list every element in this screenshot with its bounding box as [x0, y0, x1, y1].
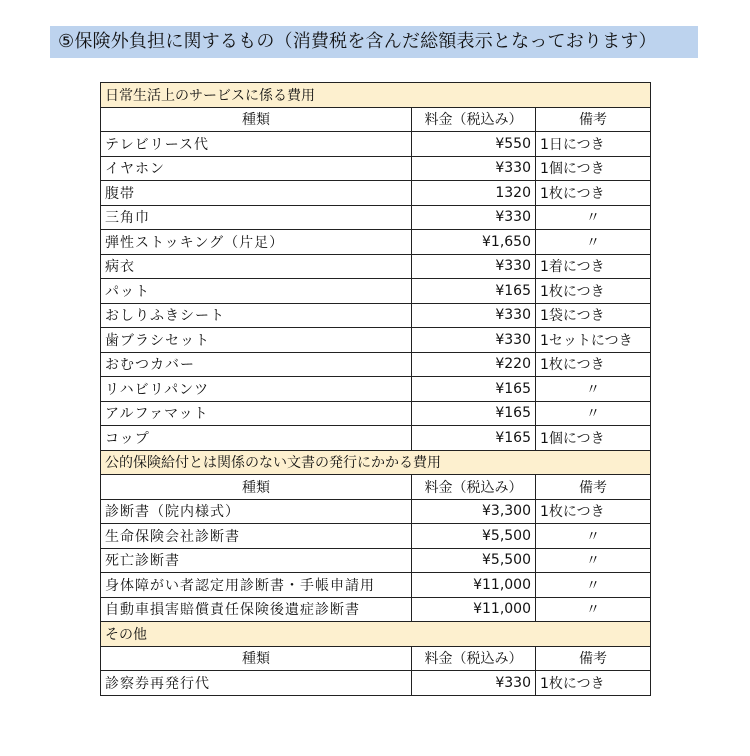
cell-price: 1320 [412, 181, 536, 206]
cell-note: 〃 [536, 205, 651, 230]
cell-name: 三角巾 [101, 205, 412, 230]
section-title: 公的保険給付とは関係のない文書の発行にかかる費用 [101, 450, 651, 475]
table-row [101, 573, 651, 598]
column-header-name: 種類 [101, 107, 412, 132]
cell-note: 〃 [536, 548, 651, 573]
cell-name: 病衣 [101, 254, 412, 279]
cell-note: 〃 [536, 524, 651, 549]
cell-price: ¥330 [412, 156, 536, 181]
cell-name: 生命保険会社診断書 [101, 524, 412, 549]
column-header-name: 種類 [101, 475, 412, 500]
column-header-row [101, 646, 651, 671]
cell-name: おむつカバー [101, 352, 412, 377]
cell-note: 1個につき [536, 156, 651, 181]
column-header-row [101, 475, 651, 500]
cell-name: リハビリパンツ [101, 377, 412, 402]
cell-note: 1セットにつき [536, 328, 651, 353]
table-row [101, 279, 651, 304]
table-row [101, 671, 651, 696]
table-row [101, 377, 651, 402]
cell-price: ¥3,300 [412, 499, 536, 524]
cell-name: 死亡診断書 [101, 548, 412, 573]
cell-price: ¥11,000 [412, 573, 536, 598]
cell-note: 1枚につき [536, 181, 651, 206]
cell-name: パット [101, 279, 412, 304]
fee-table [100, 82, 651, 696]
table-row [101, 352, 651, 377]
cell-note: 〃 [536, 401, 651, 426]
column-header-note: 備考 [536, 646, 651, 671]
cell-name: コップ [101, 426, 412, 451]
cell-name: おしりふきシート [101, 303, 412, 328]
table-row [101, 401, 651, 426]
cell-name: 診察券再発行代 [101, 671, 412, 696]
cell-name: 身体障がい者認定用診断書・手帳申請用 [101, 573, 412, 598]
table-row [101, 597, 651, 622]
cell-note: 1枚につき [536, 352, 651, 377]
cell-price: ¥1,650 [412, 230, 536, 255]
table-row [101, 426, 651, 451]
cell-price: ¥165 [412, 377, 536, 402]
cell-note: 1日につき [536, 132, 651, 157]
cell-note: 1枚につき [536, 279, 651, 304]
cell-price: ¥330 [412, 205, 536, 230]
table-row [101, 254, 651, 279]
table-row [101, 499, 651, 524]
fee-table-body [101, 83, 651, 696]
section-title-row [101, 450, 651, 475]
cell-price: ¥330 [412, 671, 536, 696]
table-row [101, 524, 651, 549]
cell-note: 1個につき [536, 426, 651, 451]
table-row [101, 548, 651, 573]
cell-name: 弾性ストッキング（片足） [101, 230, 412, 255]
column-header-name: 種類 [101, 646, 412, 671]
section-title: その他 [101, 622, 651, 647]
cell-price: ¥330 [412, 254, 536, 279]
cell-note: 1袋につき [536, 303, 651, 328]
cell-name: 自動車損害賠償責任保険後遺症診断書 [101, 597, 412, 622]
column-header-note: 備考 [536, 107, 651, 132]
cell-name: アルファマット [101, 401, 412, 426]
cell-price: ¥165 [412, 426, 536, 451]
cell-price: ¥220 [412, 352, 536, 377]
table-row [101, 205, 651, 230]
cell-note: 〃 [536, 573, 651, 598]
table-row [101, 156, 651, 181]
cell-note: 1枚につき [536, 499, 651, 524]
cell-note: 〃 [536, 377, 651, 402]
column-header-price: 料金（税込み） [412, 475, 536, 500]
cell-note: 1枚につき [536, 671, 651, 696]
cell-note: 〃 [536, 597, 651, 622]
cell-price: ¥11,000 [412, 597, 536, 622]
cell-note: 1着につき [536, 254, 651, 279]
cell-name: 診断書（院内様式） [101, 499, 412, 524]
cell-name: 歯ブラシセット [101, 328, 412, 353]
table-row [101, 230, 651, 255]
cell-price: ¥5,500 [412, 548, 536, 573]
cell-name: テレビリース代 [101, 132, 412, 157]
cell-price: ¥5,500 [412, 524, 536, 549]
cell-price: ¥330 [412, 328, 536, 353]
cell-note: 〃 [536, 230, 651, 255]
column-header-row [101, 107, 651, 132]
table-row [101, 181, 651, 206]
section-title-row [101, 83, 651, 108]
cell-price: ¥165 [412, 279, 536, 304]
section-title-row [101, 622, 651, 647]
cell-name: 腹帯 [101, 181, 412, 206]
section-heading: ⑤保険外負担に関するもの（消費税を含んだ総額表示となっております） [50, 26, 698, 58]
table-row [101, 303, 651, 328]
column-header-price: 料金（税込み） [412, 646, 536, 671]
column-header-price: 料金（税込み） [412, 107, 536, 132]
column-header-note: 備考 [536, 475, 651, 500]
cell-price: ¥165 [412, 401, 536, 426]
cell-price: ¥550 [412, 132, 536, 157]
table-row [101, 132, 651, 157]
cell-name: イヤホン [101, 156, 412, 181]
table-row [101, 328, 651, 353]
section-title: 日常生活上のサービスに係る費用 [101, 83, 651, 108]
cell-price: ¥330 [412, 303, 536, 328]
